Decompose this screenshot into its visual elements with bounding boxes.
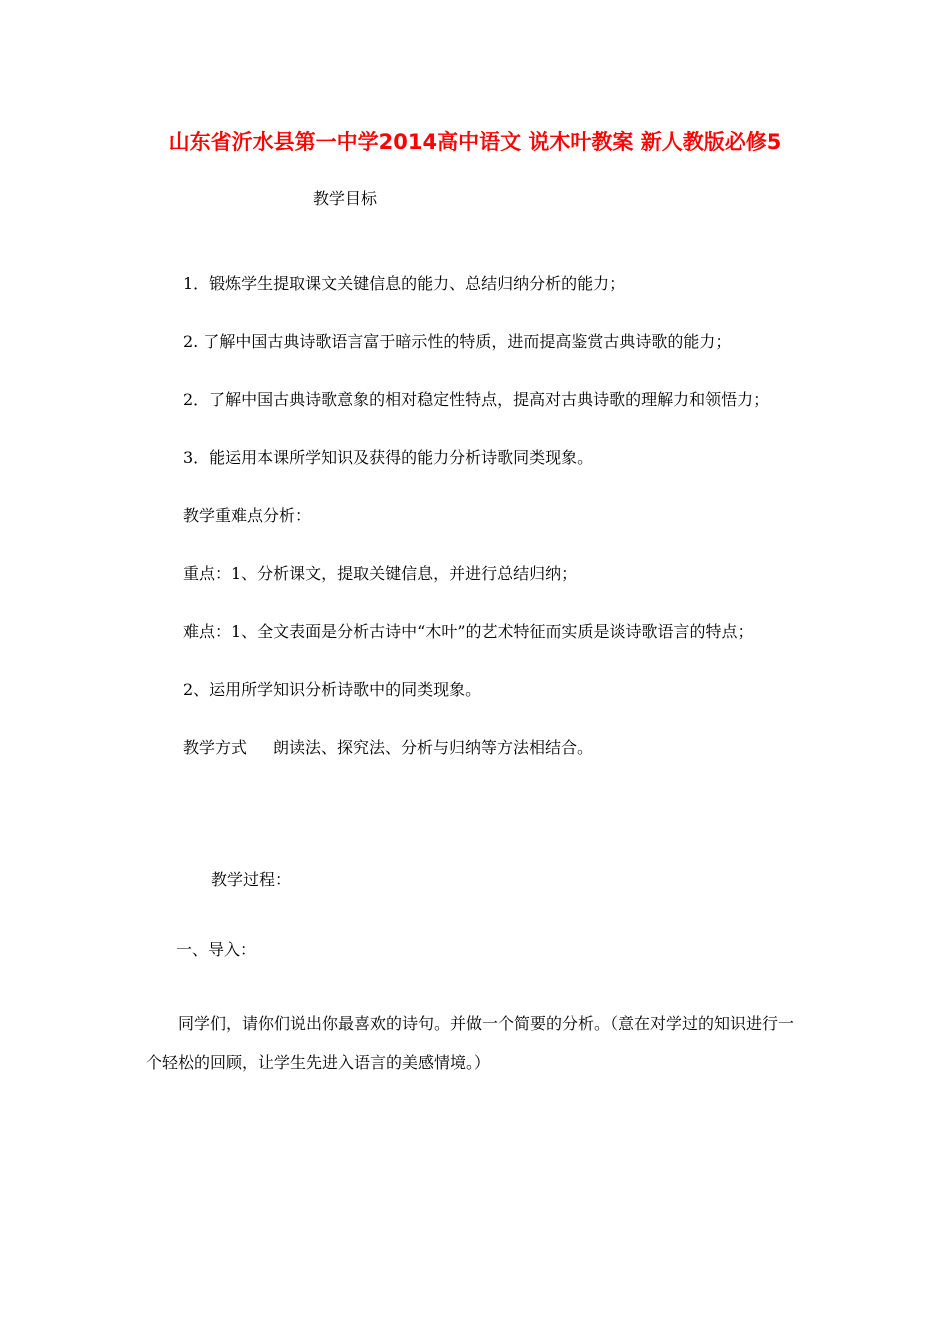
teaching-method-label: 教学方式 [183,738,248,757]
objective-item-4: 3．能运用本课所学知识及获得的能力分析诗歌同类现象。 [183,448,594,467]
difficult-point-1: 难点：1、全文表面是分析古诗中“木叶”的艺术特征而实质是谈诗歌语言的特点； [183,622,754,641]
intro-paragraph: 同学们，请你们说出你最喜欢的诗句。并做一个简要的分析。（意在对学过的知识进行一个轻松的回顾，让学生先进入语言的美感情境。） [146,1014,795,1072]
section-one-heading: 一、导入： [176,940,257,959]
process-heading: 教学过程： [211,870,292,889]
key-point: 重点：1、分析课文，提取关键信息，并进行总结归纳； [183,564,578,583]
objectives-heading: 教学目标 [313,189,378,208]
objective-item-2: 2. 了解中国古典诗歌语言富于暗示性的特质，进而提高鉴赏古典诗歌的能力； [183,332,732,351]
difficult-point-2: 2、运用所学知识分析诗歌中的同类现象。 [183,680,482,699]
objective-item-1: 1．锻炼学生提取课文关键信息的能力、总结归纳分析的能力； [183,274,626,293]
key-points-heading: 教学重难点分析： [183,506,312,525]
objective-item-3: 2．了解中国古典诗歌意象的相对稳定性特点，提高对古典诗歌的理解力和领悟力； [183,390,770,409]
teaching-method [183,737,593,759]
document-title: 山东省沂水县第一中学2014高中语文 说木叶教案 新人教版必修5 [168,130,782,154]
teaching-method-value: 朗读法、探究法、分析与归纳等方法相结合。 [273,738,594,757]
